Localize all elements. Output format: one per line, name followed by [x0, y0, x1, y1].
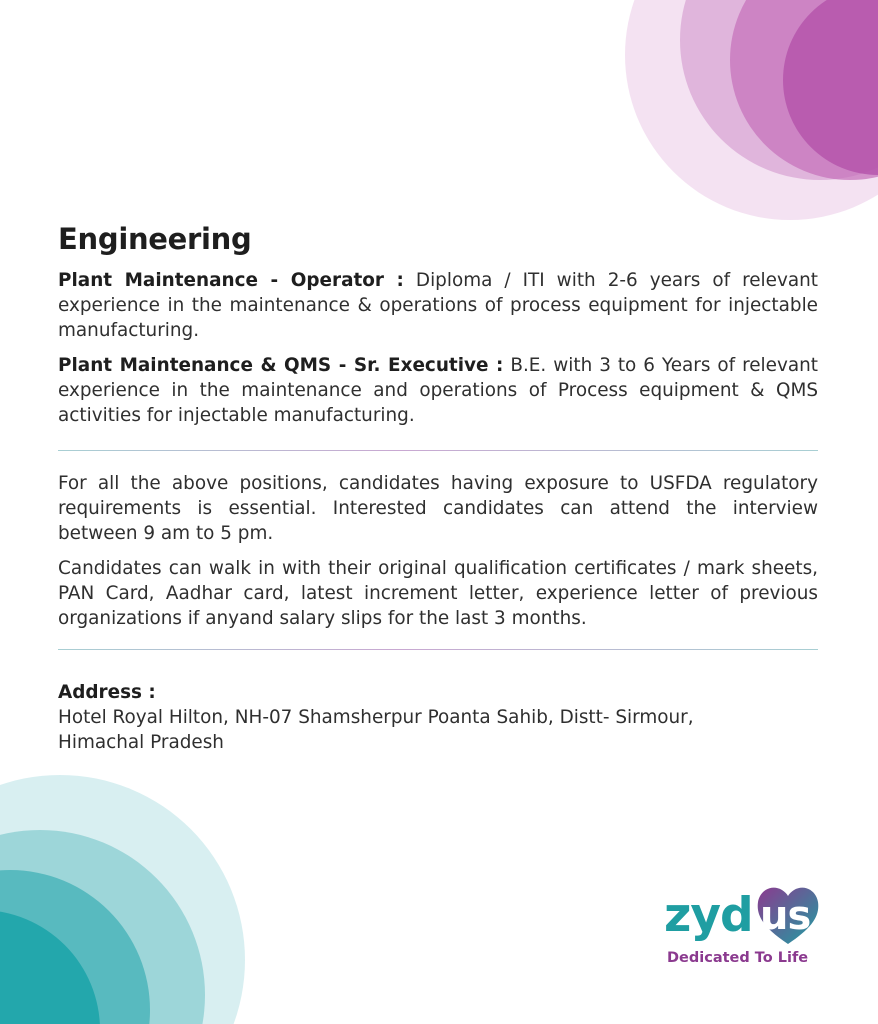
- logo-tagline: Dedicated To Life: [667, 950, 809, 966]
- address-line-2: Himachal Pradesh: [58, 732, 224, 753]
- bottom-left-teal-circles: [0, 775, 245, 1024]
- logo-wordmark-us: us: [760, 893, 811, 939]
- job-content: [58, 222, 818, 755]
- requirements-note: For all the above positions, candidates having exposure to USFDA regulatory requirements is essential. Interested candidates can attend the interview between 9 am to 5 pm.: [58, 473, 818, 544]
- divider: [58, 649, 818, 650]
- section-heading: Engineering: [58, 222, 252, 256]
- address-line-1: Hotel Royal Hilton, NH-07 Shamsherpur Poanta Sahib, Distt- Sirmour,: [58, 707, 694, 728]
- position-description: Diploma / ITI with 2-6 years of relevant experience in the maintenance & operations of process equipment for injectable manufacturing.: [58, 270, 818, 341]
- position-title: Plant Maintenance & QMS - Sr. Executive :: [58, 355, 504, 376]
- position-sr-executive: [58, 353, 818, 428]
- position-title: Plant Maintenance - Operator :: [58, 270, 404, 291]
- documents-note: Candidates can walk in with their original qualification certificates / mark sheets, PAN Card, Aadhar card, latest increment letter, experience letter of previous organizations if anyand salary slips for the last 3 months.: [58, 558, 818, 629]
- divider: [58, 450, 818, 451]
- top-right-purple-circles: [625, 0, 878, 220]
- address-block: [58, 680, 818, 755]
- zydus-logo: [664, 884, 824, 974]
- address-label: Address :: [58, 682, 156, 703]
- position-operator: [58, 268, 818, 343]
- logo-wordmark: zyd: [664, 888, 753, 943]
- position-description: B.E. with 3 to 6 Years of relevant experience in the maintenance and operations of Process equipment & QMS activities for injectable manufacturing.: [58, 355, 818, 426]
